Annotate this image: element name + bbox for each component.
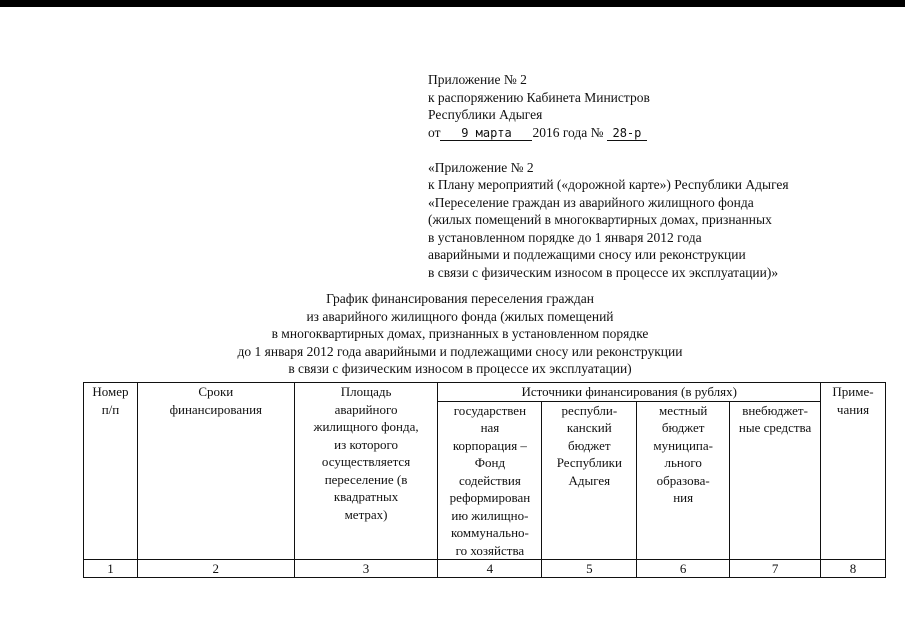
- schedule-title: [190, 290, 730, 378]
- header-corporation: государствен ная корпорация – Фонд содействия реформирован ию жилищно- коммунально- го хозяйства: [438, 401, 542, 560]
- year-text: 2016 года №: [532, 124, 604, 140]
- scan-top-edge: [0, 0, 905, 7]
- column-number: 4: [438, 560, 542, 578]
- schedule-title-line: в связи с физическим износом в процессе их эксплуатации): [288, 361, 632, 376]
- column-number: 3: [294, 560, 438, 578]
- quoted-appendix-line: к Плану мероприятий («дорожной карте») Республики Адыгея: [428, 177, 789, 192]
- header-local-budget: местный бюджет муниципа- льного образова- ния: [637, 401, 730, 560]
- header-extra-budget: внебюджет- ные средства: [730, 401, 821, 560]
- header-sources: Источники финансирования (в рублях): [438, 383, 821, 402]
- quoted-appendix-line: аварийными и подлежащими сносу или реконструкции: [428, 247, 746, 262]
- header-number: Номер п/п: [84, 383, 138, 560]
- column-number: 7: [730, 560, 821, 578]
- appendix-line-2: Республики Адыгея: [428, 107, 543, 122]
- schedule-title-line: до 1 января 2012 года аварийными и подлежащими сносу или реконструкции: [237, 343, 683, 359]
- schedule-title-line: График финансирования переселения граждан: [326, 291, 594, 306]
- column-number: 6: [637, 560, 730, 578]
- header-area: Площадь аварийного жилищного фонда, из которого осуществляется переселение (в квадратных метрах): [294, 383, 438, 560]
- appendix-line-1: к распоряжению Кабинета Министров: [428, 89, 650, 105]
- header-notes: Приме- чания: [821, 383, 886, 560]
- column-number: 8: [821, 560, 886, 578]
- quoted-appendix-line: «Переселение граждан из аварийного жилищного фонда: [428, 194, 754, 210]
- schedule-title-line: из аварийного жилищного фонда (жилых помещений: [306, 308, 614, 324]
- appendix-date-line: [428, 124, 789, 142]
- header-terms: Сроки финансирования: [137, 383, 294, 560]
- header-row-1: [84, 383, 886, 402]
- column-number: 2: [137, 560, 294, 578]
- date-prefix: от: [428, 124, 441, 140]
- quoted-appendix-title: «Приложение № 2: [428, 159, 534, 175]
- header-republic-budget: республи- канский бюджет Республики Адыгея: [542, 401, 637, 560]
- appendix-title: Приложение № 2: [428, 72, 527, 87]
- date-value: 9 марта: [440, 126, 532, 141]
- quoted-appendix-line: (жилых помещений в многоквартирных домах, признанных: [428, 212, 772, 227]
- quoted-appendix-line: в установленном порядке до 1 января 2012 года: [428, 229, 702, 245]
- quoted-appendix-line: в связи с физическим износом в процессе их эксплуатации)»: [428, 264, 779, 280]
- schedule-title-line: в многоквартирных домах, признанных в установленном порядке: [271, 326, 649, 341]
- appendix-block: [428, 71, 789, 281]
- column-number: 1: [84, 560, 138, 578]
- financing-table: [83, 382, 886, 578]
- column-number: 5: [542, 560, 637, 578]
- order-number: 28-р: [607, 126, 647, 141]
- column-numbers-row: [84, 560, 886, 578]
